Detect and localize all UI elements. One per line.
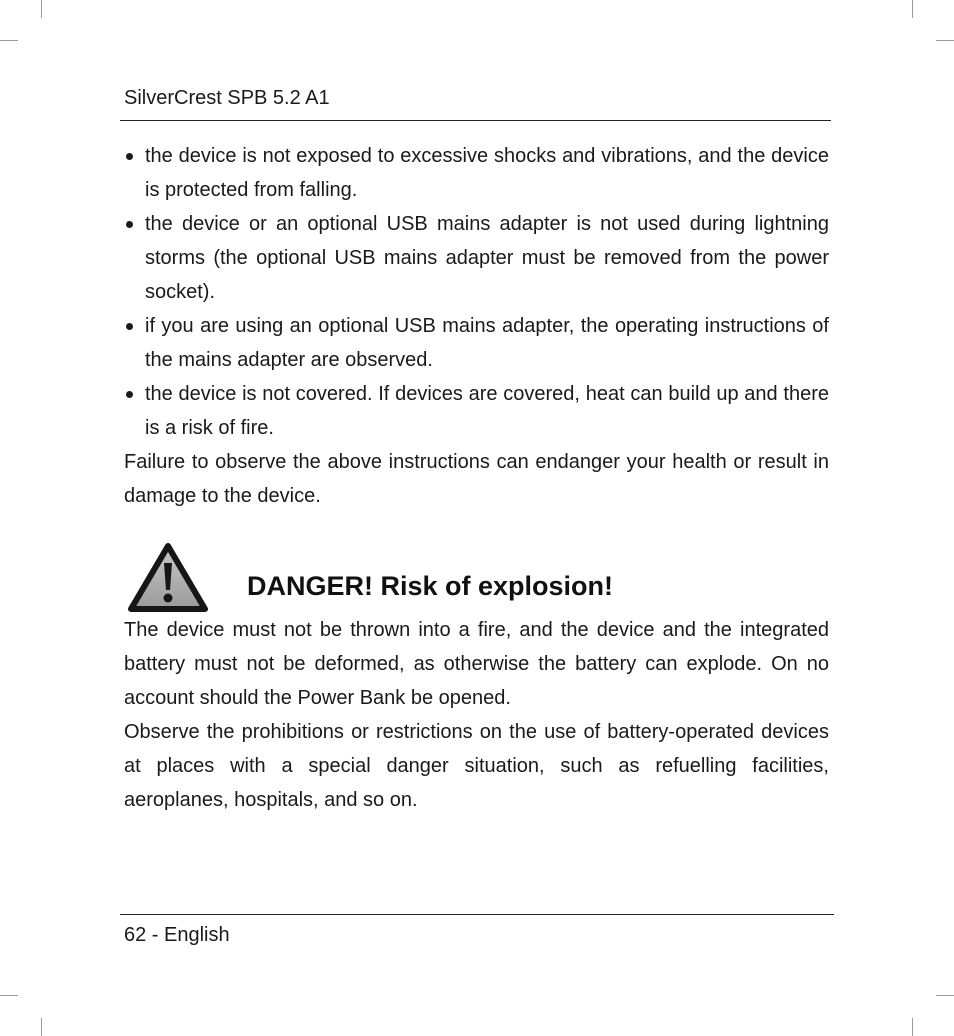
crop-mark-bottom-right-v: [912, 1018, 913, 1036]
safety-instructions: [124, 139, 829, 513]
crop-mark-top-right-h: [936, 40, 954, 41]
header-divider: [120, 120, 831, 121]
document-header-title: SilverCrest SPB 5.2 A1: [124, 87, 330, 109]
footer-divider: [120, 914, 834, 915]
page-number-label: 62 - English: [124, 924, 230, 946]
crop-mark-top-left-h: [0, 40, 18, 41]
crop-mark-top-right-v: [912, 0, 913, 18]
danger-paragraph: Observe the prohibitions or restrictions on the use of battery-operated devices at places with a special danger situation, such as refuelling facilities, aeroplanes, hospitals, and so on.: [124, 721, 829, 811]
danger-paragraph: The device must not be thrown into a fire, and the device and the integrated battery must not be deformed, as otherwise the battery can explode. On no account should the Power Bank be opened.: [124, 619, 829, 709]
crop-mark-bottom-left-v: [41, 1018, 42, 1036]
safety-bullet-list: [124, 139, 829, 445]
bullet-item: the device or an optional USB mains adapter is not used during lightning storms (the optional USB mains adapter must be removed from the power socket).: [124, 207, 829, 309]
bullet-item: the device is not covered. If devices are covered, heat can build up and there is a risk of fire.: [124, 377, 829, 445]
crop-mark-bottom-right-h: [936, 995, 954, 996]
crop-mark-top-left-v: [41, 0, 42, 18]
crop-mark-bottom-left-h: [0, 995, 18, 996]
bullet-item: if you are using an optional USB mains adapter, the operating instructions of the mains adapter are observed.: [124, 309, 829, 377]
failure-note: Failure to observe the above instructions can endanger your health or result in damage to the device.: [124, 451, 829, 507]
warning-triangle-icon: [128, 543, 208, 613]
bullet-item: the device is not exposed to excessive shocks and vibrations, and the device is protected from falling.: [124, 139, 829, 207]
danger-section: [124, 613, 829, 817]
danger-heading: DANGER! Risk of explosion!: [247, 571, 614, 601]
